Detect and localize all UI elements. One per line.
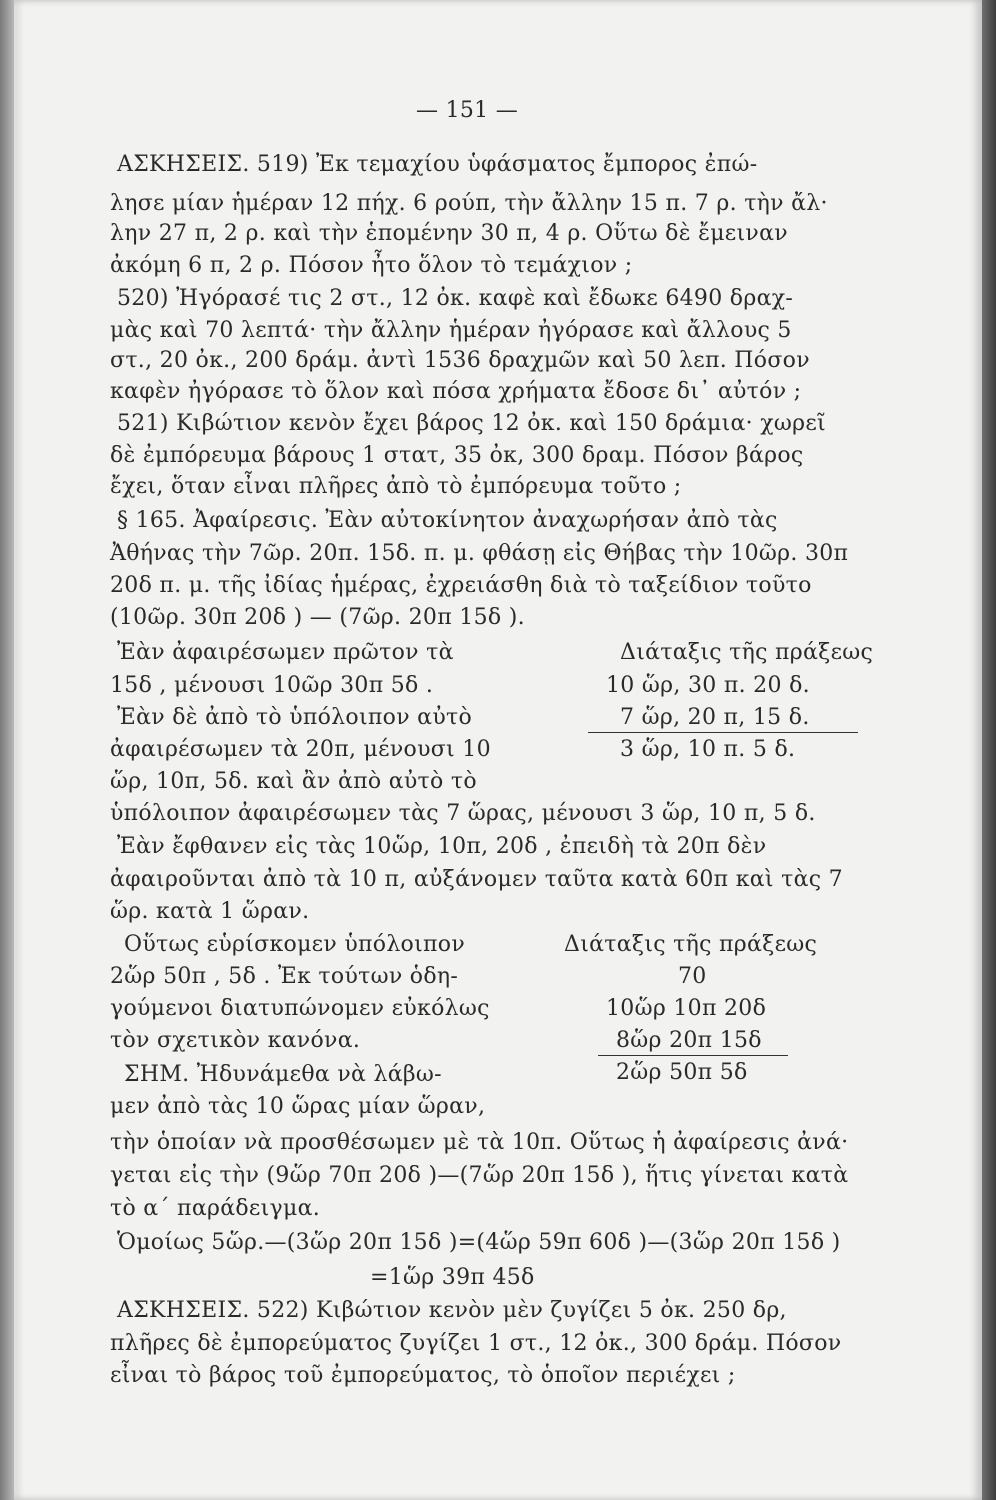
text-line: Ἐὰν δὲ ἀπὸ τὸ ὑπόλοιπον αὐτὸ bbox=[117, 705, 473, 730]
text-line: τὸ α΄ παράδειγμα. bbox=[110, 1196, 321, 1221]
text-line: ὥρ, 10π, 5δ. καὶ ἂν ἀπὸ αὐτὸ τὸ bbox=[110, 769, 477, 794]
text-line: εἶναι τὸ βάρος τοῦ ἐμπορεύματος, τὸ ὁποῖον περιέχει ; bbox=[110, 1363, 736, 1388]
text-line: μεν ἀπὸ τὰς 10 ὥρας μίαν ὥραν, bbox=[110, 1094, 486, 1119]
table1-minuend: 10 ὥρ, 30 π. 20 δ. bbox=[606, 673, 810, 698]
text-line: γεται εἰς τὴν (9ὥρ 70π 20δ )—(7ὥρ 20π 15δ ), ἥτις γίνεται κατὰ bbox=[110, 1163, 849, 1188]
text-line: 15δ , μένουσι 10ῶρ 30π 5δ . bbox=[110, 673, 434, 698]
table2-minuend: 10ὥρ 10π 20δ bbox=[606, 996, 767, 1021]
table2-result: 2ὥρ 50π 5δ bbox=[616, 1060, 748, 1085]
text-line: Ἐὰν ἔφθανεν εἰς τὰς 10ὥρ, 10π, 20δ , ἐπειδὴ τὰ 20π δὲν bbox=[117, 834, 767, 859]
text-line: Ἐὰν ἀφαιρέσωμεν πρῶτον τὰ bbox=[117, 640, 454, 665]
table1-rule bbox=[588, 732, 858, 733]
table2-header: Διάταξις τῆς πράξεως bbox=[564, 932, 818, 957]
text-line: (10ῶρ. 30π 20δ ) — (7ῶρ. 20π 15δ ). bbox=[110, 605, 525, 630]
text-line: Οὕτως εὑρίσκομεν ὑπόλοιπον bbox=[124, 932, 466, 957]
text-line: ἀφαιροῦνται ἀπὸ τὰ 10 π, αὐξάνομεν ταῦτα κατὰ 60π καὶ τὰς 7 bbox=[110, 867, 843, 892]
book-page bbox=[14, 0, 982, 1500]
table1-subtrahend: 7 ὥρ, 20 π, 15 δ. bbox=[620, 705, 810, 730]
table1-header: Διάταξις τῆς πράξεως bbox=[620, 640, 874, 665]
text-line: Ἀθήνας τὴν 7ῶρ. 20π. 15δ. π. μ. φθάσῃ εἰς Θήβας τὴν 10ῶρ. 30π bbox=[110, 541, 849, 566]
text-line: ὑπόλοιπον ἀφαιρέσωμεν τὰς 7 ὥρας, μένουσι 3 ὥρ, 10 π, 5 δ. bbox=[110, 801, 816, 826]
page-number: — 151 — bbox=[416, 98, 519, 123]
text-line: καφὲν ἠγόρασε τὸ ὅλον καὶ πόσα χρήματα ἔδοσε δι᾽ αὐτόν ; bbox=[110, 379, 802, 404]
text-line: λην 27 π, 2 ρ. καὶ τὴν ἑπομένην 30 π, 4 ρ. Οὕτω δὲ ἔμειναν bbox=[110, 221, 788, 246]
text-line: Ὁμοίως 5ὥρ.—(3ὥρ 20π 15δ )=(4ὥρ 59π 60δ )—(3ὥρ 20π 15δ ) bbox=[117, 1230, 841, 1255]
text-line: λησε μίαν ἡμέραν 12 πήχ. 6 ρούπ, τὴν ἄλλην 15 π. 7 ρ. τὴν ἄλ· bbox=[110, 191, 828, 216]
text-line: ἀκόμη 6 π, 2 ρ. Πόσον ἦτο ὅλον τὸ τεμάχιον ; bbox=[110, 253, 633, 278]
text-line: 521) Κιβώτιον κενὸν ἔχει βάρος 12 ὀκ. καὶ 150 δράμια· χωρεῖ bbox=[117, 411, 826, 436]
table2-carry: 70 bbox=[678, 964, 707, 989]
table2-subtrahend: 8ὥρ 20π 15δ bbox=[616, 1028, 762, 1053]
text-line: δὲ ἐμπόρευμα βάρους 1 στατ, 35 ὀκ, 300 δραμ. Πόσον βάρος bbox=[110, 443, 804, 468]
page-edge-left bbox=[0, 0, 14, 1500]
table2-rule bbox=[598, 1055, 788, 1056]
text-line: πλῆρες δὲ ἐμπορεύματος ζυγίζει 1 στ., 12 ὀκ., 300 δράμ. Πόσον bbox=[110, 1331, 842, 1356]
text-line: ὥρ. κατὰ 1 ὥραν. bbox=[110, 899, 310, 924]
text-line: ΑΣΚΗΣΕΙΣ. 522) Κιβώτιον κενὸν μὲν ζυγίζει 5 ὀκ. 250 δρ, bbox=[117, 1298, 787, 1323]
text-line: ἀφαιρέσωμεν τὰ 20π, μένουσι 10 bbox=[110, 737, 491, 762]
text-line: 2ὥρ 50π , 5δ . Ἐκ τούτων ὁδη- bbox=[110, 964, 459, 989]
text-line: τὸν σχετικὸν κανόνα. bbox=[110, 1028, 361, 1053]
text-line: 20δ π. μ. τῆς ἰδίας ἡμέρας, ἐχρειάσθη διὰ τὸ ταξείδιον τοῦτο bbox=[110, 573, 812, 598]
section-heading-line: § 165. Ἀφαίρεσις. Ἐὰν αὐτοκίνητον ἀναχωρήσαν ἀπὸ τὰς bbox=[117, 508, 778, 533]
table1-result: 3 ὥρ, 10 π. 5 δ. bbox=[620, 737, 796, 762]
text-line: =1ὥρ 39π 45δ bbox=[370, 1265, 535, 1290]
text-line: ἔχει, ὅταν εἶναι πλῆρες ἀπὸ τὸ ἐμπόρευμα τοῦτο ; bbox=[110, 474, 682, 499]
text-line: στ., 20 ὀκ., 200 δράμ. ἀντὶ 1536 δραχμῶν καὶ 50 λεπ. Πόσον bbox=[110, 348, 810, 373]
text-line: ΣΗΜ. Ἠδυνάμεθα νὰ λάβω- bbox=[124, 1062, 442, 1087]
text-line: ΑΣΚΗΣΕΙΣ. 519) Ἐκ τεμαχίου ὑφάσματος ἔμπορος ἐπώ- bbox=[117, 152, 758, 177]
text-line: 520) Ἠγόρασέ τις 2 στ., 12 ὀκ. καφὲ καὶ ἔδωκε 6490 δραχ- bbox=[117, 286, 794, 311]
page-edge-right bbox=[982, 0, 996, 1500]
text-line: τὴν ὁποίαν νὰ προσθέσωμεν μὲ τὰ 10π. Οὕτως ἡ ἀφαίρεσις ἀνά· bbox=[110, 1130, 849, 1155]
text-line: γούμενοι διατυπώνομεν εὐκόλως bbox=[110, 996, 490, 1021]
text-line: μὰς καὶ 70 λεπτά· τὴν ἄλλην ἡμέραν ἠγόρασε καὶ ἄλλους 5 bbox=[110, 318, 792, 343]
